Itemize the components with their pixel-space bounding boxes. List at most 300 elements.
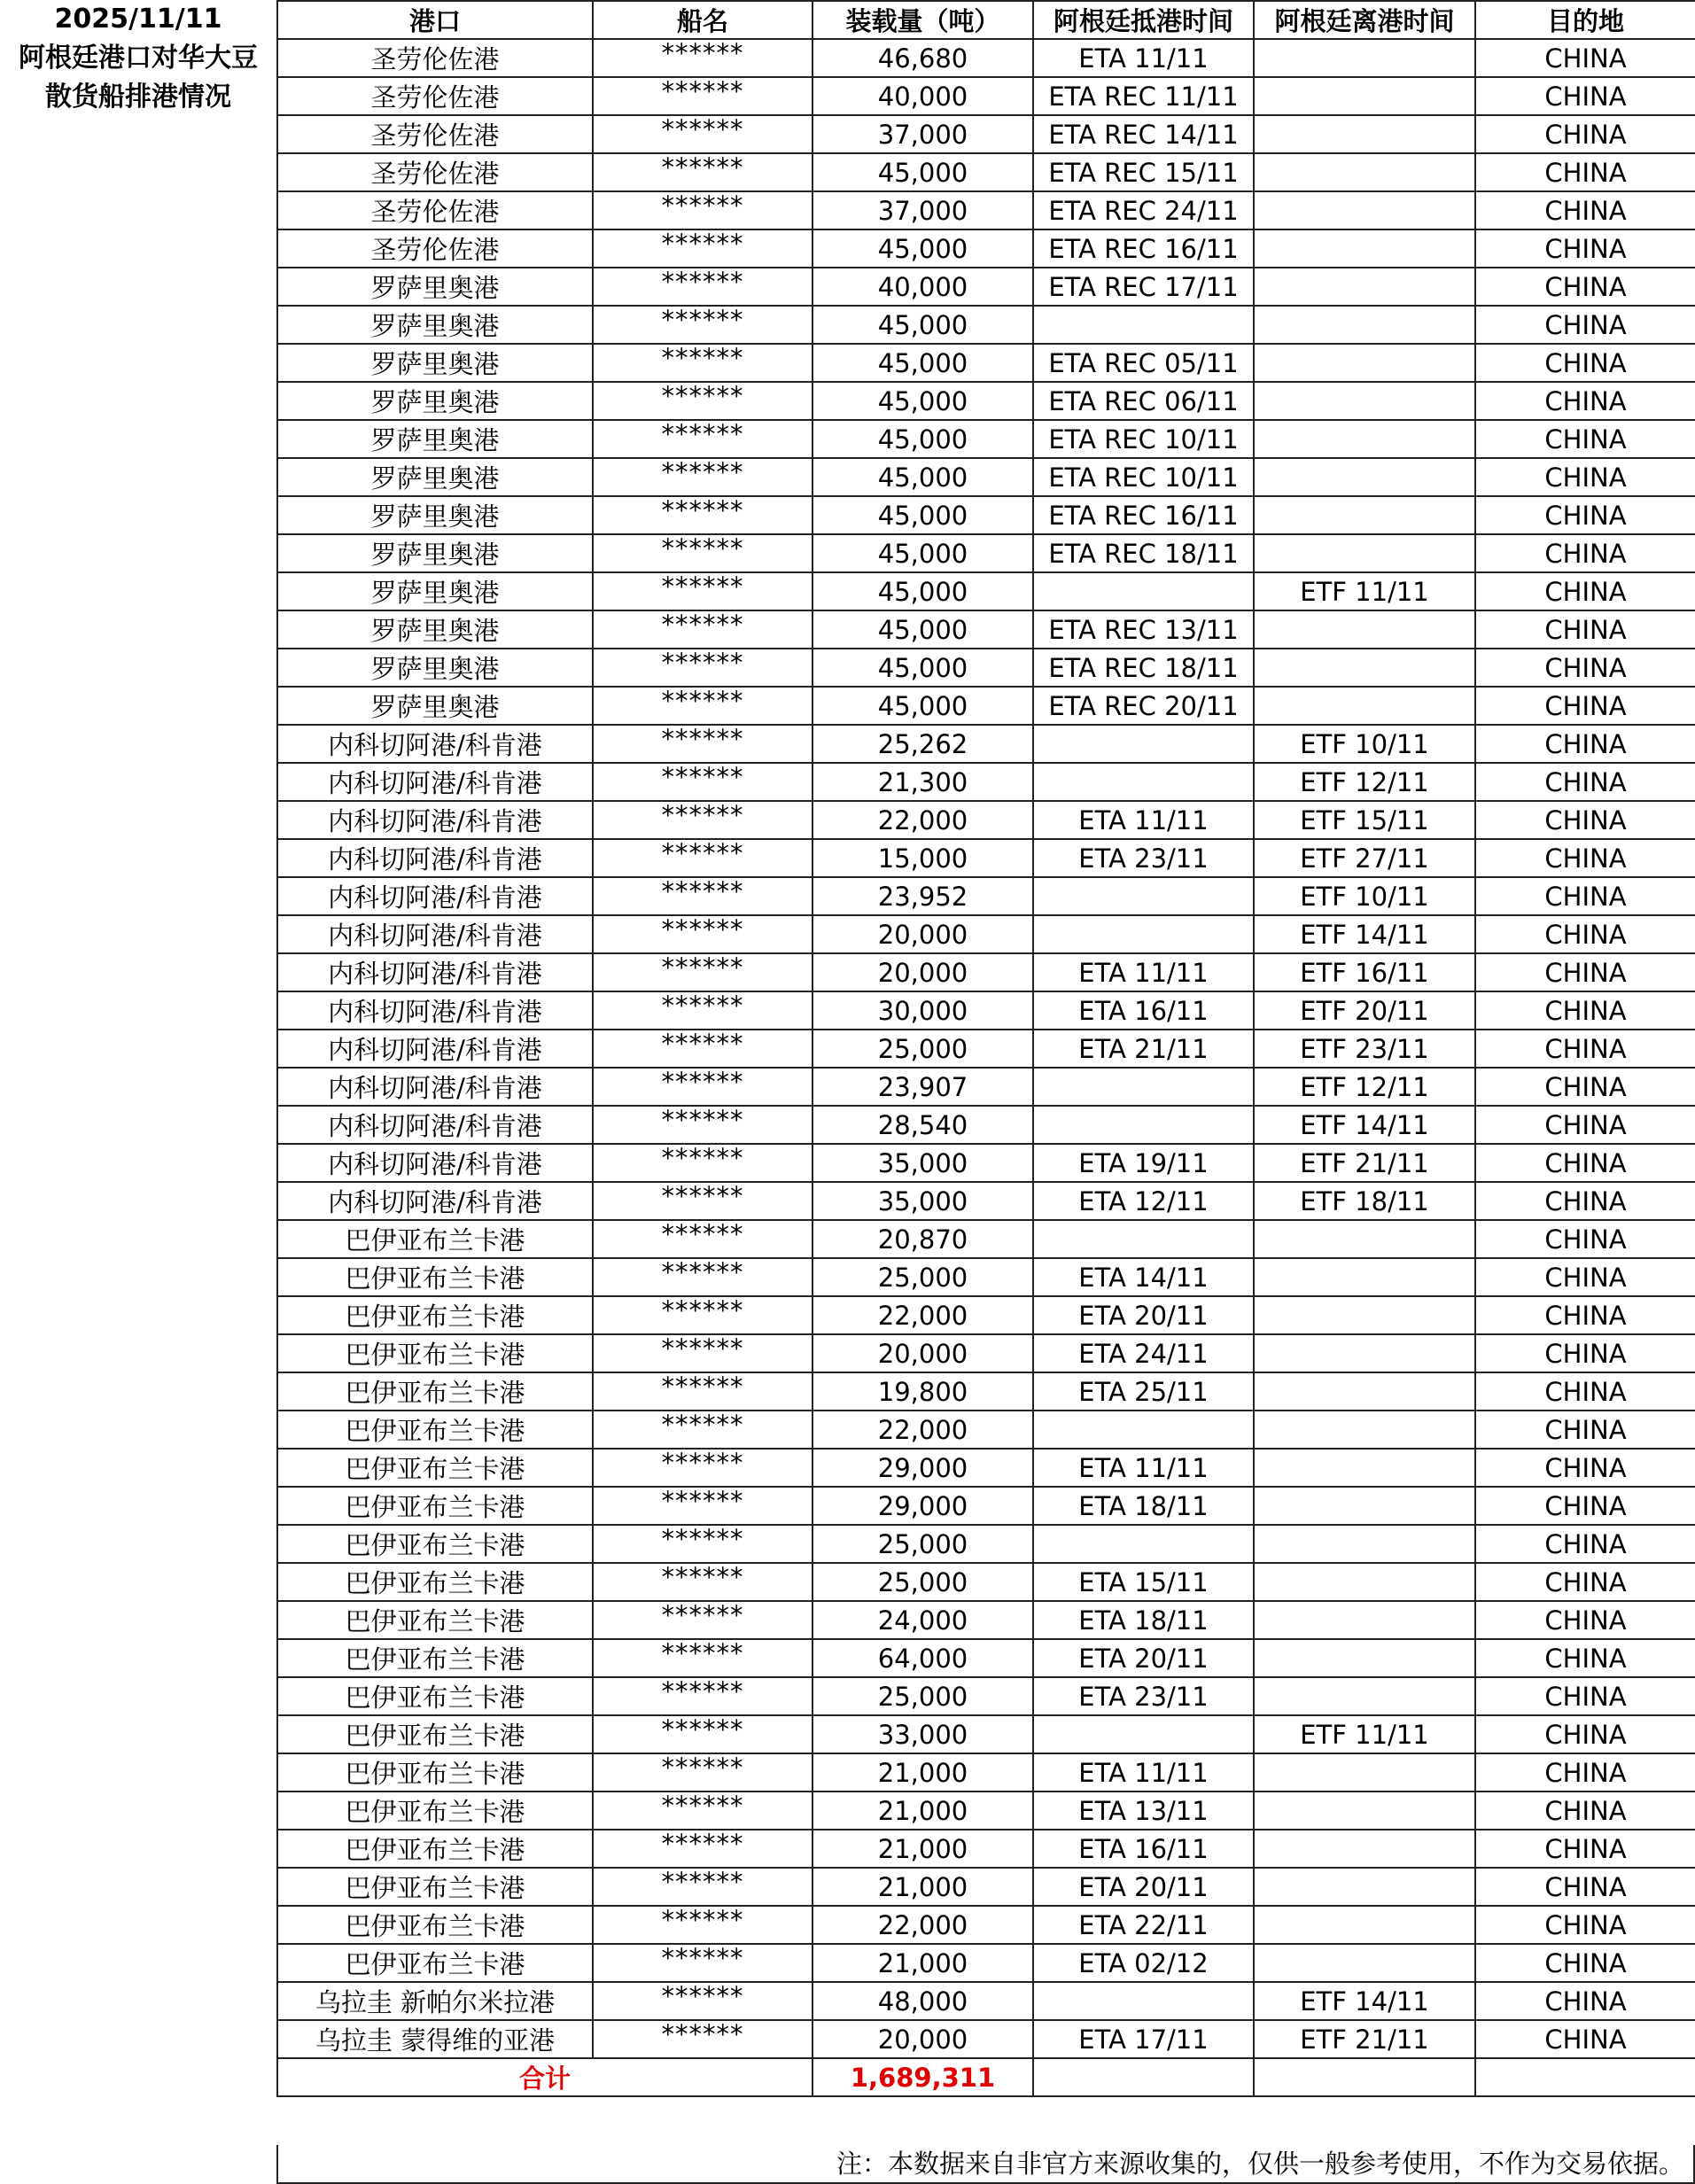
destination-cell: CHINA [1475,1106,1695,1144]
departure-time-cell [1254,649,1475,687]
departure-time-cell [1254,1639,1475,1677]
departure-time-cell: ETF 14/11 [1254,1106,1475,1144]
departure-time-cell [1254,115,1475,153]
quantity-cell: 30,000 [813,991,1033,1030]
departure-time-cell: ETF 10/11 [1254,725,1475,763]
table-row [277,610,1695,649]
departure-time-cell: ETF 23/11 [1254,1030,1475,1068]
table-row [277,1258,1695,1296]
ship-name-cell: ****** [593,1830,813,1868]
quantity-cell: 29,000 [813,1449,1033,1487]
quantity-cell: 24,000 [813,1601,1033,1639]
departure-time-cell [1254,1944,1475,1982]
quantity-cell: 35,000 [813,1182,1033,1220]
arrival-time-cell: ETA REC 20/11 [1033,687,1254,725]
header-ship: 船名 [593,1,813,39]
ship-name-cell: ****** [593,1258,813,1296]
departure-time-cell [1254,1220,1475,1258]
departure-time-cell [1254,1753,1475,1792]
destination-cell: CHINA [1475,572,1695,610]
arrival-time-cell: ETA 18/11 [1033,1487,1254,1525]
quantity-cell: 21,000 [813,1868,1033,1906]
port-cell: 圣劳伦佐港 [277,153,593,191]
arrival-time-cell: ETA 15/11 [1033,1563,1254,1601]
arrival-time-cell [1033,1106,1254,1144]
table-row [277,1220,1695,1258]
quantity-cell: 40,000 [813,268,1033,306]
table-row [277,953,1695,991]
ship-name-cell: ****** [593,1144,813,1182]
total-empty-cell [1254,2058,1475,2096]
arrival-time-cell [1033,1411,1254,1449]
port-cell: 罗萨里奥港 [277,496,593,534]
ship-name-cell: ****** [593,1868,813,1906]
quantity-cell: 45,000 [813,420,1033,458]
ship-name-cell: ****** [593,2020,813,2058]
ship-name-cell: ****** [593,725,813,763]
arrival-time-cell: ETA 20/11 [1033,1296,1254,1334]
quantity-cell: 48,000 [813,1982,1033,2020]
quantity-cell: 20,000 [813,915,1033,953]
arrival-time-cell: ETA 11/11 [1033,39,1254,77]
quantity-cell: 21,000 [813,1753,1033,1792]
disclaimer-note: 注：本数据来自非官方来源收集的，仅供一般参考使用，不作为交易依据。 [276,2145,1695,2184]
total-row [277,2058,1695,2096]
ship-name-cell: ****** [593,229,813,268]
table-row [277,991,1695,1030]
port-cell: 巴伊亚布兰卡港 [277,1677,593,1715]
departure-time-cell [1254,1830,1475,1868]
destination-cell: CHINA [1475,229,1695,268]
departure-time-cell [1254,1296,1475,1334]
port-cell: 内科切阿港/科肯港 [277,991,593,1030]
quantity-cell: 21,000 [813,1830,1033,1868]
table-row [277,1030,1695,1068]
ship-name-cell: ****** [593,915,813,953]
arrival-time-cell: ETA 11/11 [1033,953,1254,991]
arrival-time-cell: ETA REC 14/11 [1033,115,1254,153]
arrival-time-cell: ETA REC 06/11 [1033,382,1254,420]
arrival-time-cell: ETA 21/11 [1033,1030,1254,1068]
port-cell: 圣劳伦佐港 [277,191,593,229]
table-row [277,1601,1695,1639]
port-cell: 巴伊亚布兰卡港 [277,1639,593,1677]
destination-cell: CHINA [1475,1487,1695,1525]
port-cell: 巴伊亚布兰卡港 [277,1944,593,1982]
port-cell: 圣劳伦佐港 [277,77,593,115]
quantity-cell: 46,680 [813,39,1033,77]
departure-time-cell [1254,1449,1475,1487]
ship-name-cell: ****** [593,1068,813,1106]
destination-cell: CHINA [1475,1449,1695,1487]
port-cell: 内科切阿港/科肯港 [277,953,593,991]
port-cell: 巴伊亚布兰卡港 [277,1563,593,1601]
quantity-cell: 22,000 [813,801,1033,839]
table-row [277,306,1695,344]
quantity-cell: 20,000 [813,2020,1033,2058]
arrival-time-cell [1033,1220,1254,1258]
departure-time-cell: ETF 18/11 [1254,1182,1475,1220]
table-row [277,1944,1695,1982]
arrival-time-cell [1033,1715,1254,1753]
ship-name-cell: ****** [593,458,813,496]
departure-time-cell [1254,1906,1475,1944]
table-row [277,1296,1695,1334]
quantity-cell: 23,907 [813,1068,1033,1106]
arrival-time-cell: ETA 20/11 [1033,1868,1254,1906]
destination-cell: CHINA [1475,1753,1695,1792]
port-cell: 罗萨里奥港 [277,344,593,382]
destination-cell: CHINA [1475,1220,1695,1258]
port-cell: 圣劳伦佐港 [277,115,593,153]
table-row [277,877,1695,915]
table-row [277,1906,1695,1944]
ship-name-cell: ****** [593,610,813,649]
destination-cell: CHINA [1475,1372,1695,1411]
port-cell: 内科切阿港/科肯港 [277,1182,593,1220]
quantity-cell: 40,000 [813,77,1033,115]
destination-cell: CHINA [1475,1715,1695,1753]
arrival-time-cell [1033,1982,1254,2020]
arrival-time-cell: ETA REC 18/11 [1033,649,1254,687]
ship-name-cell: ****** [593,1334,813,1372]
table-row [277,458,1695,496]
ship-name-cell: ****** [593,306,813,344]
quantity-cell: 23,952 [813,877,1033,915]
destination-cell: CHINA [1475,725,1695,763]
table-row [277,1487,1695,1525]
destination-cell: CHINA [1475,458,1695,496]
quantity-cell: 45,000 [813,458,1033,496]
port-cell: 乌拉圭 新帕尔米拉港 [277,1982,593,2020]
port-cell: 罗萨里奥港 [277,687,593,725]
arrival-time-cell: ETA REC 16/11 [1033,496,1254,534]
departure-time-cell [1254,687,1475,725]
destination-cell: CHINA [1475,1601,1695,1639]
destination-cell: CHINA [1475,915,1695,953]
table-row [277,1868,1695,1906]
arrival-time-cell: ETA REC 24/11 [1033,191,1254,229]
departure-time-cell [1254,306,1475,344]
ship-name-cell: ****** [593,572,813,610]
quantity-cell: 25,000 [813,1677,1033,1715]
departure-time-cell: ETF 16/11 [1254,953,1475,991]
destination-cell: CHINA [1475,115,1695,153]
ship-name-cell: ****** [593,1563,813,1601]
ship-name-cell: ****** [593,382,813,420]
destination-cell: CHINA [1475,39,1695,77]
ship-name-cell: ****** [593,496,813,534]
table-row [277,191,1695,229]
arrival-time-cell: ETA 23/11 [1033,1677,1254,1715]
table-row [277,1982,1695,2020]
port-cell: 内科切阿港/科肯港 [277,1144,593,1182]
total-empty-cell [1475,2058,1695,2096]
ship-name-cell: ****** [593,687,813,725]
quantity-cell: 20,000 [813,1334,1033,1372]
departure-time-cell [1254,1792,1475,1830]
destination-cell: CHINA [1475,268,1695,306]
departure-time-cell: ETF 15/11 [1254,801,1475,839]
table-row [277,382,1695,420]
departure-time-cell: ETF 27/11 [1254,839,1475,877]
header-row [277,1,1695,39]
port-cell: 罗萨里奥港 [277,382,593,420]
departure-time-cell [1254,1372,1475,1411]
quantity-cell: 22,000 [813,1411,1033,1449]
destination-cell: CHINA [1475,1639,1695,1677]
arrival-time-cell [1033,915,1254,953]
destination-cell: CHINA [1475,1677,1695,1715]
quantity-cell: 29,000 [813,1487,1033,1525]
arrival-time-cell: ETA 14/11 [1033,1258,1254,1296]
table-row [277,1106,1695,1144]
quantity-cell: 15,000 [813,839,1033,877]
table-row [277,839,1695,877]
destination-cell: CHINA [1475,1792,1695,1830]
arrival-time-cell: ETA REC 13/11 [1033,610,1254,649]
table-body [277,39,1695,2058]
quantity-cell: 45,000 [813,496,1033,534]
departure-time-cell: ETF 20/11 [1254,991,1475,1030]
destination-cell: CHINA [1475,534,1695,572]
ship-name-cell: ****** [593,1944,813,1982]
destination-cell: CHINA [1475,77,1695,115]
arrival-time-cell: ETA REC 11/11 [1033,77,1254,115]
arrival-time-cell: ETA 22/11 [1033,1906,1254,1944]
port-cell: 圣劳伦佐港 [277,229,593,268]
departure-time-cell [1254,1258,1475,1296]
ship-name-cell: ****** [593,1106,813,1144]
quantity-cell: 21,000 [813,1944,1033,1982]
ship-name-cell: ****** [593,1030,813,1068]
port-cell: 巴伊亚布兰卡港 [277,1601,593,1639]
destination-cell: CHINA [1475,649,1695,687]
ship-name-cell: ****** [593,39,813,77]
ship-name-cell: ****** [593,1715,813,1753]
destination-cell: CHINA [1475,420,1695,458]
departure-time-cell [1254,1525,1475,1563]
total-empty-cell [1033,2058,1254,2096]
destination-cell: CHINA [1475,1411,1695,1449]
port-cell: 巴伊亚布兰卡港 [277,1372,593,1411]
port-cell: 巴伊亚布兰卡港 [277,1525,593,1563]
ship-name-cell: ****** [593,839,813,877]
port-cell: 巴伊亚布兰卡港 [277,1792,593,1830]
destination-cell: CHINA [1475,306,1695,344]
arrival-time-cell [1033,306,1254,344]
port-cell: 罗萨里奥港 [277,610,593,649]
departure-time-cell [1254,229,1475,268]
quantity-cell: 28,540 [813,1106,1033,1144]
port-cell: 巴伊亚布兰卡港 [277,1487,593,1525]
quantity-cell: 35,000 [813,1144,1033,1182]
quantity-cell: 37,000 [813,191,1033,229]
ship-name-cell: ****** [593,1677,813,1715]
port-cell: 巴伊亚布兰卡港 [277,1753,593,1792]
quantity-cell: 45,000 [813,306,1033,344]
port-cell: 内科切阿港/科肯港 [277,763,593,801]
table-row [277,1334,1695,1372]
arrival-time-cell: ETA 16/11 [1033,1830,1254,1868]
table-row [277,1144,1695,1182]
port-cell: 乌拉圭 蒙得维的亚港 [277,2020,593,2058]
quantity-cell: 45,000 [813,229,1033,268]
destination-cell: CHINA [1475,953,1695,991]
port-cell: 巴伊亚布兰卡港 [277,1296,593,1334]
table-row [277,496,1695,534]
ship-name-cell: ****** [593,1411,813,1449]
port-cell: 罗萨里奥港 [277,534,593,572]
table-row [277,1830,1695,1868]
arrival-time-cell: ETA REC 15/11 [1033,153,1254,191]
ship-name-cell: ****** [593,877,813,915]
arrival-time-cell: ETA REC 18/11 [1033,534,1254,572]
report-date: 2025/11/11 [54,4,222,35]
destination-cell: CHINA [1475,191,1695,229]
ship-name-cell: ****** [593,1906,813,1944]
quantity-cell: 45,000 [813,610,1033,649]
quantity-cell: 45,000 [813,153,1033,191]
departure-time-cell [1254,268,1475,306]
destination-cell: CHINA [1475,1830,1695,1868]
ship-name-cell: ****** [593,763,813,801]
quantity-cell: 64,000 [813,1639,1033,1677]
departure-time-cell [1254,153,1475,191]
destination-cell: CHINA [1475,877,1695,915]
port-cell: 内科切阿港/科肯港 [277,1068,593,1106]
quantity-cell: 45,000 [813,649,1033,687]
header-departure: 阿根廷离港时间 [1254,1,1475,39]
quantity-cell: 45,000 [813,572,1033,610]
table-row [277,153,1695,191]
ship-name-cell: ****** [593,191,813,229]
departure-time-cell [1254,496,1475,534]
quantity-cell: 45,000 [813,344,1033,382]
destination-cell: CHINA [1475,687,1695,725]
header-port: 港口 [277,1,593,39]
table-row [277,1182,1695,1220]
ship-name-cell: ****** [593,1601,813,1639]
port-cell: 罗萨里奥港 [277,458,593,496]
table-row [277,2020,1695,2058]
report-title-line-1: 阿根廷港口对华大豆 [19,43,258,74]
table-row [277,268,1695,306]
ship-name-cell: ****** [593,1792,813,1830]
table-row [277,1372,1695,1411]
ship-name-cell: ****** [593,1639,813,1677]
ship-name-cell: ****** [593,1753,813,1792]
destination-cell: CHINA [1475,1258,1695,1296]
ship-name-cell: ****** [593,268,813,306]
departure-time-cell: ETF 11/11 [1254,572,1475,610]
table-row [277,1639,1695,1677]
port-cell: 巴伊亚布兰卡港 [277,1334,593,1372]
table-row [277,39,1695,77]
table-row [277,572,1695,610]
table-row [277,763,1695,801]
departure-time-cell [1254,1411,1475,1449]
table-row [277,725,1695,763]
arrival-time-cell: ETA REC 17/11 [1033,268,1254,306]
table-row [277,687,1695,725]
arrival-time-cell: ETA 19/11 [1033,1144,1254,1182]
table-row [277,534,1695,572]
arrival-time-cell: ETA REC 05/11 [1033,344,1254,382]
departure-time-cell [1254,1487,1475,1525]
quantity-cell: 45,000 [813,534,1033,572]
table-row [277,344,1695,382]
destination-cell: CHINA [1475,1944,1695,1982]
departure-time-cell [1254,382,1475,420]
departure-time-cell: ETF 12/11 [1254,763,1475,801]
destination-cell: CHINA [1475,610,1695,649]
port-cell: 巴伊亚布兰卡港 [277,1449,593,1487]
departure-time-cell [1254,39,1475,77]
destination-cell: CHINA [1475,153,1695,191]
arrival-time-cell [1033,763,1254,801]
ship-name-cell: ****** [593,1449,813,1487]
departure-time-cell: ETF 21/11 [1254,2020,1475,2058]
ship-name-cell: ****** [593,344,813,382]
port-cell: 罗萨里奥港 [277,306,593,344]
quantity-cell: 19,800 [813,1372,1033,1411]
arrival-time-cell: ETA 20/11 [1033,1639,1254,1677]
port-cell: 巴伊亚布兰卡港 [277,1258,593,1296]
departure-time-cell [1254,344,1475,382]
port-cell: 圣劳伦佐港 [277,39,593,77]
ship-name-cell: ****** [593,1296,813,1334]
port-cell: 内科切阿港/科肯港 [277,725,593,763]
ship-name-cell: ****** [593,1982,813,2020]
ship-name-cell: ****** [593,77,813,115]
table-row [277,801,1695,839]
arrival-time-cell [1033,1068,1254,1106]
ship-name-cell: ****** [593,1487,813,1525]
departure-time-cell [1254,458,1475,496]
quantity-cell: 21,000 [813,1792,1033,1830]
arrival-time-cell: ETA 17/11 [1033,2020,1254,2058]
departure-time-cell [1254,1677,1475,1715]
table-row [277,1525,1695,1563]
port-cell: 内科切阿港/科肯港 [277,839,593,877]
arrival-time-cell [1033,1525,1254,1563]
quantity-cell: 25,000 [813,1525,1033,1563]
ship-name-cell: ****** [593,649,813,687]
port-cell: 巴伊亚布兰卡港 [277,1715,593,1753]
header-arrival: 阿根廷抵港时间 [1033,1,1254,39]
arrival-time-cell: ETA 16/11 [1033,991,1254,1030]
departure-time-cell [1254,1563,1475,1601]
port-cell: 巴伊亚布兰卡港 [277,1868,593,1906]
departure-time-cell: ETF 12/11 [1254,1068,1475,1106]
quantity-cell: 25,262 [813,725,1033,763]
quantity-cell: 25,000 [813,1258,1033,1296]
port-cell: 内科切阿港/科肯港 [277,801,593,839]
departure-time-cell [1254,1334,1475,1372]
arrival-time-cell: ETA 11/11 [1033,1753,1254,1792]
arrival-time-cell: ETA REC 16/11 [1033,229,1254,268]
destination-cell: CHINA [1475,1144,1695,1182]
destination-cell: CHINA [1475,344,1695,382]
arrival-time-cell: ETA 02/12 [1033,1944,1254,1982]
arrival-time-cell: ETA REC 10/11 [1033,458,1254,496]
arrival-time-cell: ETA 13/11 [1033,1792,1254,1830]
port-cell: 内科切阿港/科肯港 [277,1106,593,1144]
table-row [277,1792,1695,1830]
departure-time-cell [1254,77,1475,115]
arrival-time-cell: ETA 12/11 [1033,1182,1254,1220]
